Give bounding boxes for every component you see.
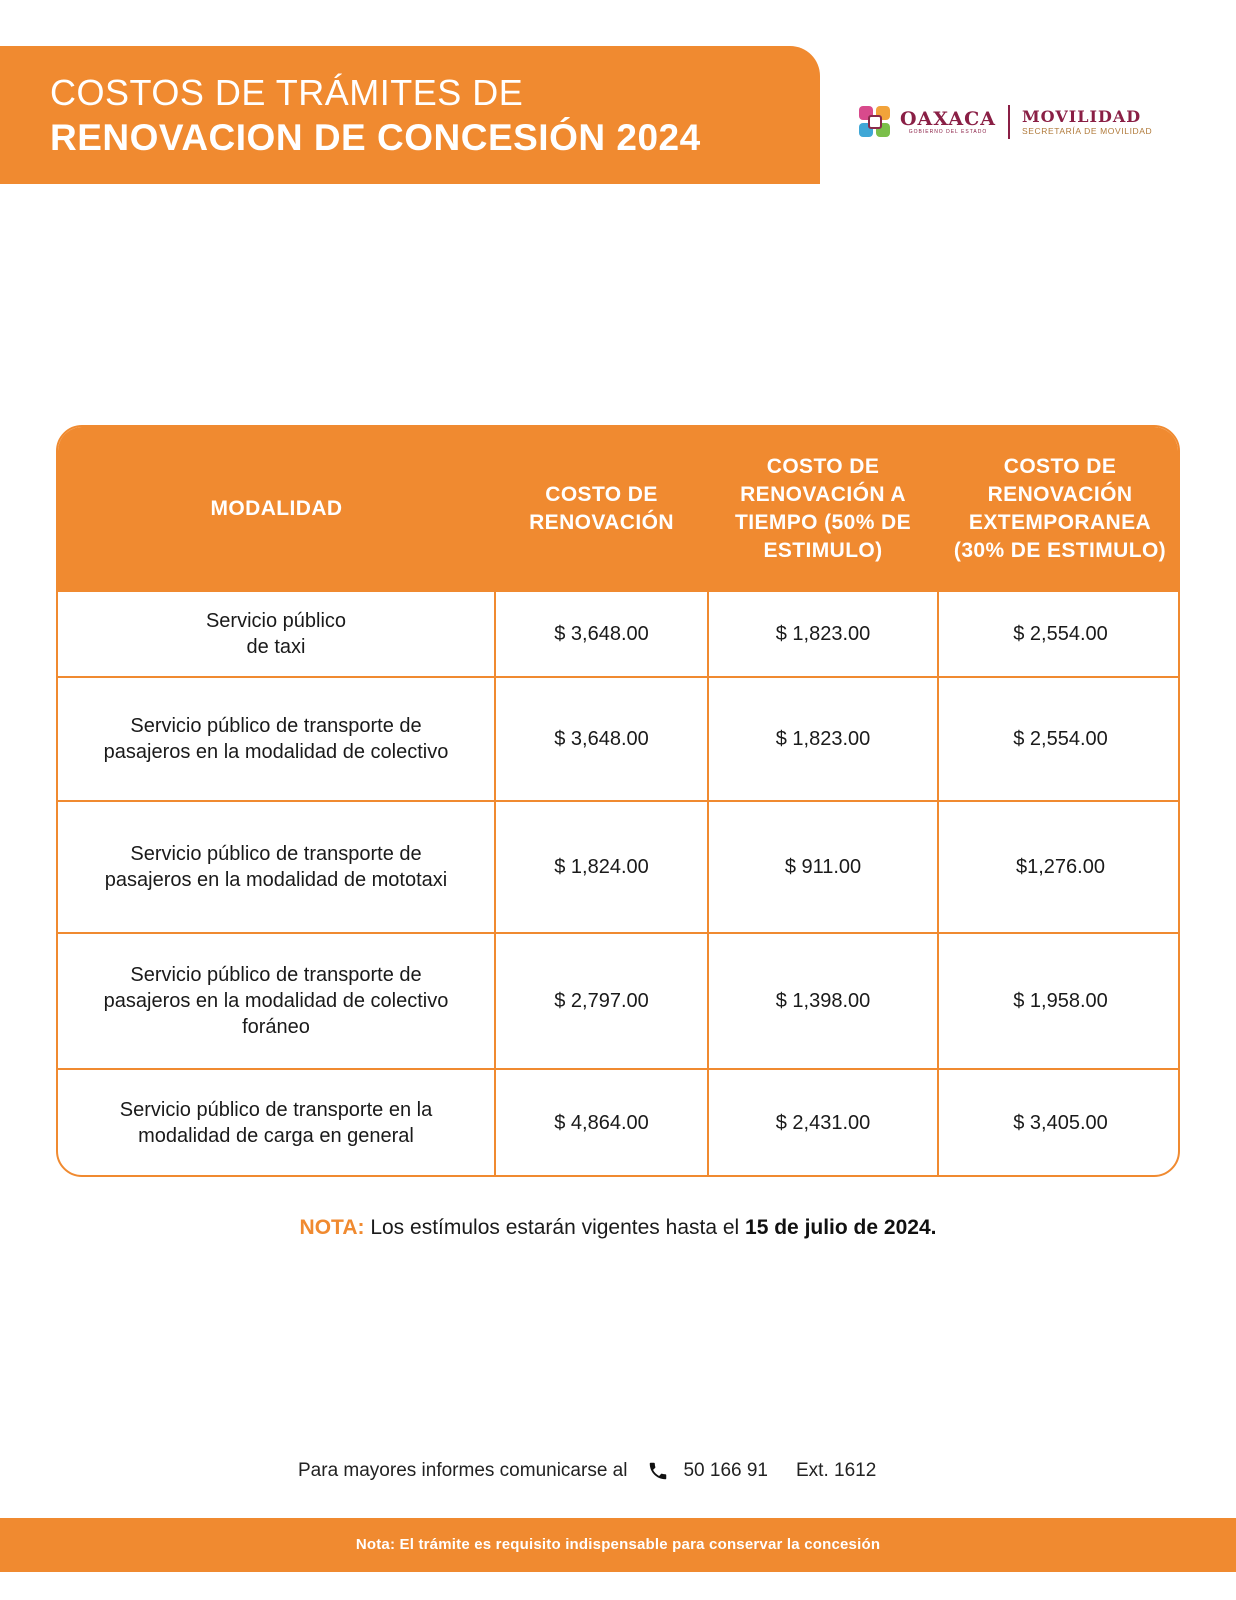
footer-bar	[0, 1518, 1236, 1572]
header-costo-renovacion: COSTO DE RENOVACIÓN	[495, 427, 708, 591]
cell-a-tiempo: $ 1,823.00	[708, 677, 938, 801]
oaxaca-subtitle: GOBIERNO DEL ESTADO	[908, 128, 988, 135]
cell-extemporanea: $1,276.00	[938, 801, 1180, 933]
cell-costo: $ 1,824.00	[495, 801, 708, 933]
table-row	[58, 1069, 1180, 1175]
cell-extemporanea: $ 1,958.00	[938, 933, 1180, 1069]
cell-a-tiempo: $ 1,398.00	[708, 933, 938, 1069]
modalidad-text: Servicio público de taxi	[205, 610, 347, 658]
modalidad-text: Servicio público de transporte de pasajeros en la modalidad de colectivo	[103, 715, 449, 763]
contact-phone: 50 166 91	[683, 1460, 768, 1481]
modalidad-text: Servicio público de transporte de pasajeros en la modalidad de colectivo foráneo	[103, 964, 449, 1038]
note-text: Los estímulos estarán vigentes hasta el	[364, 1216, 746, 1239]
movilidad-subtitle: SECRETARÍA DE MOVILIDAD	[1021, 126, 1153, 136]
oaxaca-emblem-icon	[858, 105, 892, 139]
cell-extemporanea: $ 2,554.00	[938, 677, 1180, 801]
cell-modalidad	[58, 933, 495, 1069]
logo-divider	[1008, 105, 1010, 139]
contact-text: Para mayores informes comunicarse al	[298, 1460, 628, 1481]
cell-costo: $ 2,797.00	[495, 933, 708, 1069]
cell-modalidad	[58, 591, 495, 677]
table-row	[58, 677, 1180, 801]
note-label: NOTA:	[299, 1216, 365, 1239]
stimulus-note	[0, 1216, 1236, 1240]
movilidad-name: MOVILIDAD	[1021, 107, 1142, 126]
header-costo-a-tiempo: COSTO DE RENOVACIÓN A TIEMPO (50% DE ESTIMULO)	[708, 427, 938, 591]
cell-a-tiempo: $ 2,431.00	[708, 1069, 938, 1175]
oaxaca-name: OAXACA	[900, 107, 996, 130]
table-row	[58, 933, 1180, 1069]
movilidad-wordmark	[1022, 108, 1152, 136]
government-logo	[858, 102, 1152, 142]
cell-a-tiempo: $ 911.00	[708, 801, 938, 933]
cell-modalidad	[58, 1069, 495, 1175]
cost-table	[56, 425, 1180, 1177]
modalidad-text: Servicio público de transporte de pasajeros en la modalidad de mototaxi	[104, 843, 448, 891]
page-title-line1: COSTOS DE TRÁMITES DE	[50, 72, 524, 113]
contact-ext: Ext. 1612	[796, 1460, 877, 1481]
table-row	[58, 591, 1180, 677]
cell-costo: $ 3,648.00	[495, 677, 708, 801]
header-costo-extemporanea: COSTO DE RENOVACIÓN EXTEMPORANEA (30% DE ESTIMULO)	[938, 427, 1180, 591]
oaxaca-wordmark	[900, 109, 996, 136]
cell-costo: $ 3,648.00	[495, 591, 708, 677]
page-title-line2: RENOVACION DE CONCESIÓN 2024	[50, 117, 701, 158]
cell-extemporanea: $ 2,554.00	[938, 591, 1180, 677]
note-date: 15 de julio de 2024.	[745, 1216, 937, 1239]
cell-extemporanea: $ 3,405.00	[938, 1069, 1180, 1175]
modalidad-text: Servicio público de transporte en la modalidad de carga en general	[119, 1098, 433, 1147]
phone-icon	[647, 1460, 669, 1482]
cell-modalidad	[58, 677, 495, 801]
header-modalidad: MODALIDAD	[58, 427, 495, 591]
cell-modalidad	[58, 801, 495, 933]
table-header-row	[58, 427, 1180, 591]
title-banner	[0, 46, 820, 184]
contact-info	[298, 1460, 876, 1482]
cell-a-tiempo: $ 1,823.00	[708, 591, 938, 677]
footer-text: Nota: El trámite es requisito indispensable para conservar la concesión	[355, 1536, 881, 1553]
cell-costo: $ 4,864.00	[495, 1069, 708, 1175]
table-row	[58, 801, 1180, 933]
